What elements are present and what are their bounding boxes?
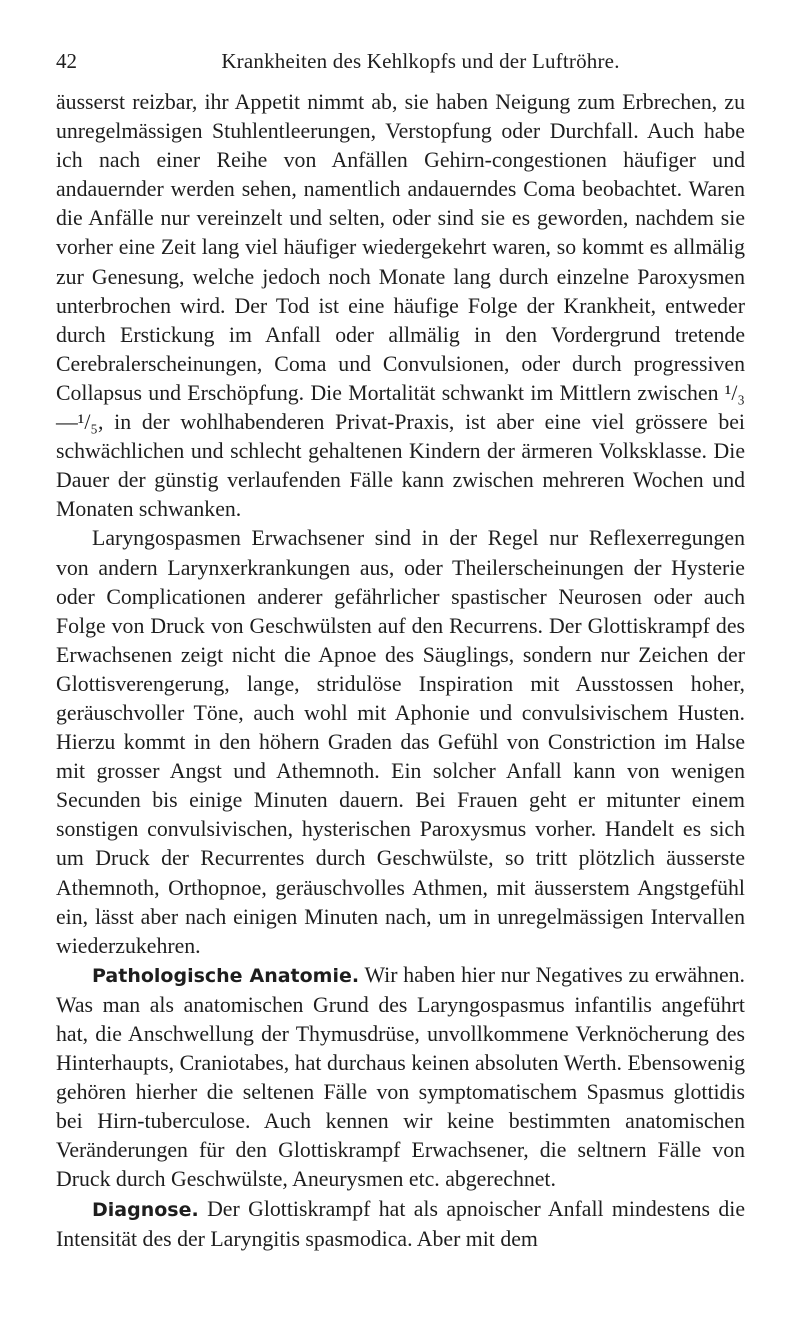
paragraph-adult-laryngospasm: [56, 524, 745, 960]
body-text: [56, 88, 745, 1254]
section-heading-pathological-anatomy: Pathologische Anatomie.: [92, 964, 360, 987]
paragraph-text: Der Glottiskrampf hat als apnoischer Anfall mindestens die Intensität des der Laryngitis spasmodica. Aber mit dem: [56, 1196, 745, 1251]
page-number: 42: [56, 49, 77, 73]
running-title: Krankheiten des Kehlkopfs und der Luftröhre.: [221, 49, 620, 73]
section-heading-diagnosis: Diagnose.: [92, 1198, 199, 1221]
paragraph-text: Wir haben hier nur Negatives zu erwähnen. Was man als anatomischen Grund des Laryngospasmus infantilis angeführt hat, die Anschwellung der Thymusdrüse, unvollkommene Verknöcherung des Hinterhaupts, Craniotabes, hat durchaus keinen absoluten Werth. Ebensowenig gehören hierher die seltenen Fälle von symptomatischem Spasmus glottidis bei Hirn-tuberculose. Auch kennen wir keine bestimmten anatomischen Veränderungen für den Glottiskrampf Erwachsener, die seltnern Fälle von Druck durch Geschwülste, Aneurysmen etc. abgerechnet.: [56, 962, 745, 1192]
paragraph-text: Laryngospasmen Erwachsener sind in der Regel nur Reflexerregungen von andern Larynxerkrankungen aus, oder Theilerscheinungen der Hysterie oder Complicationen anderer gefährlicher spastischer Neurosen oder auch Folge von Druck von Geschwülsten auf den Recurrens. Der Glottiskrampf des Erwachsenen zeigt nicht die Apnoe des Säuglings, sondern nur Zeichen der Glottisverengerung, lange, stridulöse Inspiration mit Ausstossen hoher, geräuschvoller Töne, auch wohl mit Aphonie und convulsivischem Husten. Hierzu kommt in den höhern Graden das Gefühl von Constriction im Halse mit grosser Angst und Athemnoth. Ein solcher Anfall kann von wenigen Secunden bis einige Minuten dauern. Bei Frauen geht er mitunter einem sonstigen convulsivischen, hysterischen Paroxysmus vorher. Handelt es sich um Druck der Recurrentes durch Geschwülste, so tritt plötzlich äusserste Athemnoth, Orthopnoe, geräuschvolles Athmen, mit äusserstem Angstgefühl ein, lässt aber nach einigen Minuten nach, um in unregelmässigen Intervallen wiederzukehren.: [56, 526, 745, 958]
paragraph-text: äusserst reizbar, ihr Appetit nimmt ab, sie haben Neigung zum Erbrechen, zu unregelmässigen Stuhlentleerungen, Verstopfung oder Durchfall. Auch habe ich nach einer Reihe von Anfällen Gehirn-congestionen häufiger und andauernder werden sehen, namentlich andauerndes Coma beobachtet. Waren die Anfälle nur vereinzelt und selten, oder sind sie es geworden, nachdem sie vorher eine Zeit lang viel häufiger wiedergekehrt waren, so kommt es allmälig zur Genesung, welche jedoch noch Monate lang durch einzelne Paroxysmen unterbrochen wird. Der Tod ist eine häufige Folge der Krankheit, entweder durch Erstickung im Anfall oder allmälig in den Vordergrund tretende Cerebralerscheinungen, Coma und Convulsionen, oder durch progressiven Collapsus und Erschöpfung. Die Mortalität schwankt im Mittlern zwischen ¹/₃—¹/₅, in der wohlhabenderen Privat-Praxis, ist aber eine viel grössere bei schwächlichen und schlecht gehaltenen Kindern der ärmeren Volksklasse. Die Dauer der günstig verlaufenden Fälle kann zwischen mehreren Wochen und Monaten schwanken.: [56, 90, 745, 522]
paragraph-prognosis: [56, 88, 745, 524]
running-head: [56, 44, 745, 78]
paragraph-pathological-anatomy: [56, 961, 745, 1195]
paragraph-diagnosis: [56, 1195, 745, 1254]
